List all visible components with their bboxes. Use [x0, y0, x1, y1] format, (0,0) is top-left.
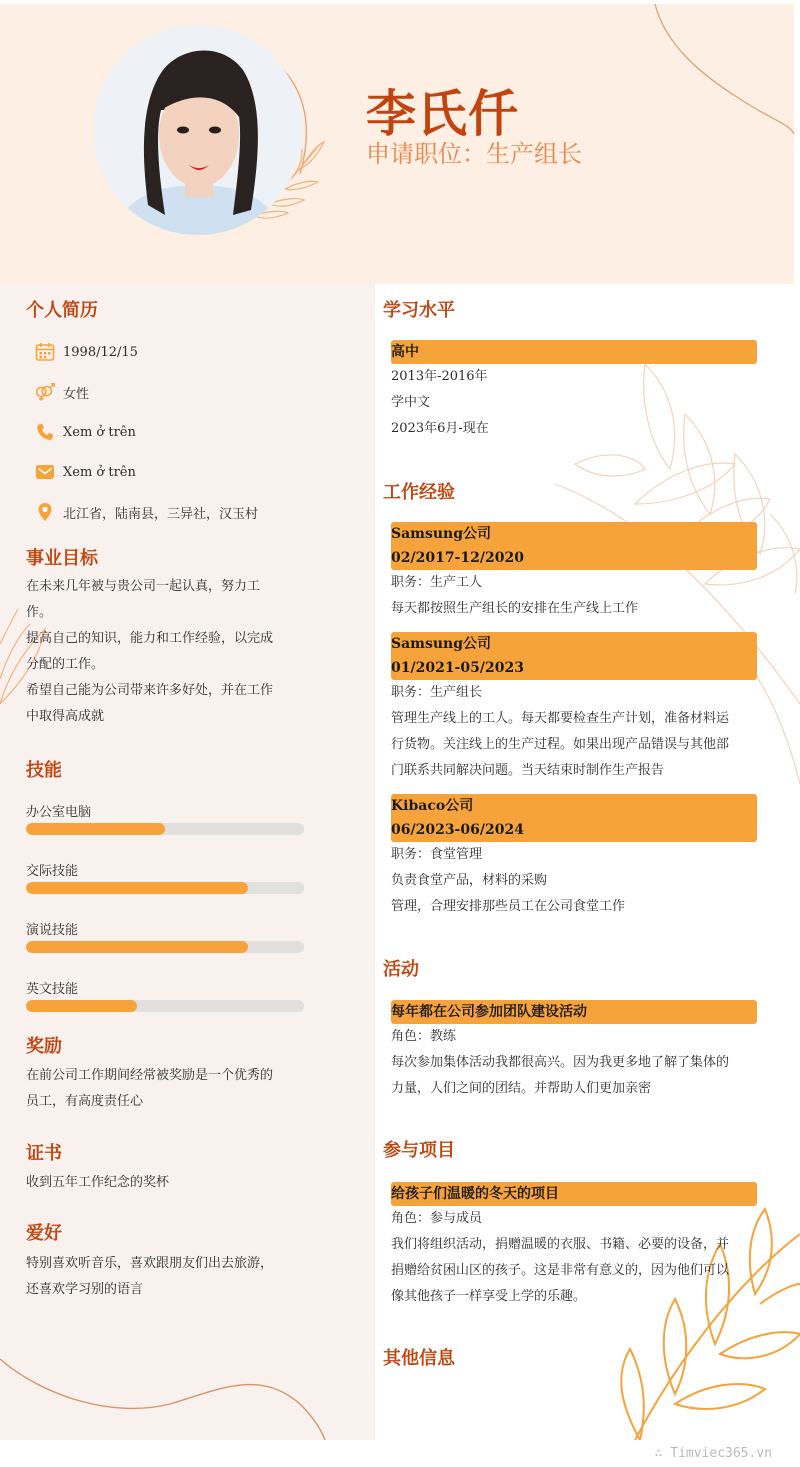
- project-line: 角色：参与成员: [391, 1211, 483, 1226]
- project-name: 给孩子们温暖的冬天的项目: [391, 1186, 559, 1202]
- calendar-icon: [34, 341, 56, 363]
- skill-label: 交际技能: [26, 864, 79, 879]
- project-line: 捐赠给贫困山区的孩子。这是非常有意义的，因为他们可以: [391, 1263, 730, 1278]
- avatar-portrait: [93, 25, 303, 235]
- job-company: Samsung公司: [391, 636, 492, 652]
- skill-bar: [26, 823, 304, 835]
- info-birthday: [34, 340, 138, 364]
- cv-header: [0, 4, 794, 284]
- activity-details: [391, 1024, 761, 1102]
- career-line: 希望自己能为公司带来许多好处，并在工作: [26, 683, 274, 698]
- career-text: [26, 574, 311, 730]
- job-period: 06/2023-06/2024: [391, 822, 524, 838]
- avatar: [93, 25, 303, 235]
- hobbies-line: 还喜欢学习别的语言: [26, 1282, 144, 1297]
- education-line: 学中文: [391, 395, 431, 410]
- phone-icon: [34, 421, 56, 443]
- career-line: 在未来几年被与贵公司一起认真，努力工: [26, 579, 261, 594]
- skills-title: 技能: [26, 760, 62, 781]
- email-icon: [34, 461, 56, 483]
- activity-line: 力量，人们之间的团结。并帮助人们更加亲密: [391, 1081, 652, 1096]
- career-line: 中取得高成就: [26, 709, 105, 724]
- certs-line: 收到五年工作纪念的奖杯: [26, 1175, 170, 1190]
- activity-line: 角色：教练: [391, 1029, 457, 1044]
- school-name: 高中: [391, 344, 419, 360]
- info-gender: [34, 380, 89, 404]
- job-bar: [391, 632, 757, 680]
- skill-fill: [26, 1000, 137, 1012]
- job-line: 行货物。关注线上的生产过程。如果出现产品错误与其他部: [391, 737, 730, 752]
- activity-bar: [391, 1000, 757, 1024]
- hobbies-title: 爱好: [26, 1223, 62, 1244]
- hobbies-text: [26, 1251, 311, 1303]
- personal-title: 个人简历: [26, 300, 98, 321]
- skill-label: 办公室电脑: [26, 805, 92, 820]
- applied-position: 申请职位：生产组长: [366, 140, 582, 168]
- skill-fill: [26, 823, 165, 835]
- project-bar: [391, 1182, 757, 1206]
- education-details: [391, 364, 761, 442]
- skill-bar: [26, 941, 304, 953]
- awards-line: 员工，有高度责任心: [26, 1094, 144, 1109]
- skill-label: 演说技能: [26, 923, 79, 938]
- info-address: [34, 500, 258, 524]
- activities-title: 活动: [383, 959, 419, 980]
- skill-fill: [26, 941, 248, 953]
- location-icon: [34, 501, 56, 523]
- other-title: 其他信息: [383, 1348, 455, 1369]
- education-title: 学习水平: [383, 300, 455, 321]
- skill-bar: [26, 1000, 304, 1012]
- job-line: 管理生产线上的工人。每天都要检查生产计划，准备材料运: [391, 711, 730, 726]
- career-line: 分配的工作。: [26, 657, 105, 672]
- education-line: 2013年-2016年: [391, 369, 488, 384]
- activity-line: 每次参加集体活动我都很高兴。因为我更多地了解了集体的: [391, 1055, 730, 1070]
- skill-fill: [26, 882, 248, 894]
- job-details: [391, 570, 761, 622]
- email-text: Xem ở trên: [63, 464, 136, 480]
- skill-bar: [26, 882, 304, 894]
- job-details: [391, 842, 761, 920]
- certs-title: 证书: [26, 1143, 62, 1164]
- gender-icon: [34, 381, 56, 403]
- work-title: 工作经验: [383, 482, 455, 503]
- certs-text: [26, 1170, 311, 1196]
- left-column: [0, 284, 375, 1440]
- project-line: 我们将组织活动，捐赠温暖的衣服、书籍、必要的设备，并: [391, 1237, 730, 1252]
- phone-text: Xem ở trên: [63, 424, 136, 440]
- job-bar: [391, 794, 757, 842]
- education-line: 2023年6月-现在: [391, 421, 489, 436]
- job-line: 职务：生产工人: [391, 575, 483, 590]
- info-phone: [34, 420, 136, 444]
- job-line: 管理，合理安排那些员工在公司食堂工作: [391, 899, 626, 914]
- project-details: [391, 1206, 761, 1310]
- projects-title: 参与项目: [383, 1140, 455, 1161]
- info-email: [34, 460, 136, 484]
- job-line: 每天都按照生产组长的安排在生产线上工作: [391, 601, 639, 616]
- job-details: [391, 680, 761, 784]
- job-period: 01/2021-05/2023: [391, 660, 524, 676]
- skill-label: 英文技能: [26, 982, 79, 997]
- candidate-name: 李氏仟: [366, 85, 519, 143]
- education-bar: [391, 340, 757, 364]
- job-line: 职务：食堂管理: [391, 847, 483, 862]
- awards-title: 奖励: [26, 1036, 62, 1057]
- career-title: 事业目标: [26, 548, 98, 569]
- job-period: 02/2017-12/2020: [391, 550, 524, 566]
- job-line: 负责食堂产品，材料的采购: [391, 873, 548, 888]
- career-line: 提高自己的知识，能力和工作经验，以完成: [26, 631, 274, 646]
- address-text: 北江省，陆南县，三异社，汉玉村: [63, 506, 259, 522]
- right-column: [375, 284, 800, 1440]
- job-line: 职务：生产组长: [391, 685, 483, 700]
- birthday-text: 1998/12/15: [63, 344, 138, 360]
- job-line: 门联系共同解决问题。当天结束时制作生产报告: [391, 763, 665, 778]
- job-bar: [391, 522, 757, 570]
- awards-text: [26, 1063, 311, 1115]
- career-line: 作。: [26, 605, 53, 620]
- job-company: Samsung公司: [391, 526, 492, 542]
- hobbies-line: 特别喜欢听音乐，喜欢跟朋友们出去旅游，: [26, 1256, 274, 1271]
- activity-name: 每年都在公司参加团队建设活动: [391, 1004, 587, 1020]
- project-line: 像其他孩子一样享受上学的乐趣。: [391, 1289, 587, 1304]
- gender-text: 女性: [63, 386, 90, 402]
- job-company: Kibaco公司: [391, 798, 474, 814]
- footer-brand: ∴ Timviec365.vn: [654, 1446, 772, 1461]
- awards-line: 在前公司工作期间经常被奖励是一个优秀的: [26, 1068, 274, 1083]
